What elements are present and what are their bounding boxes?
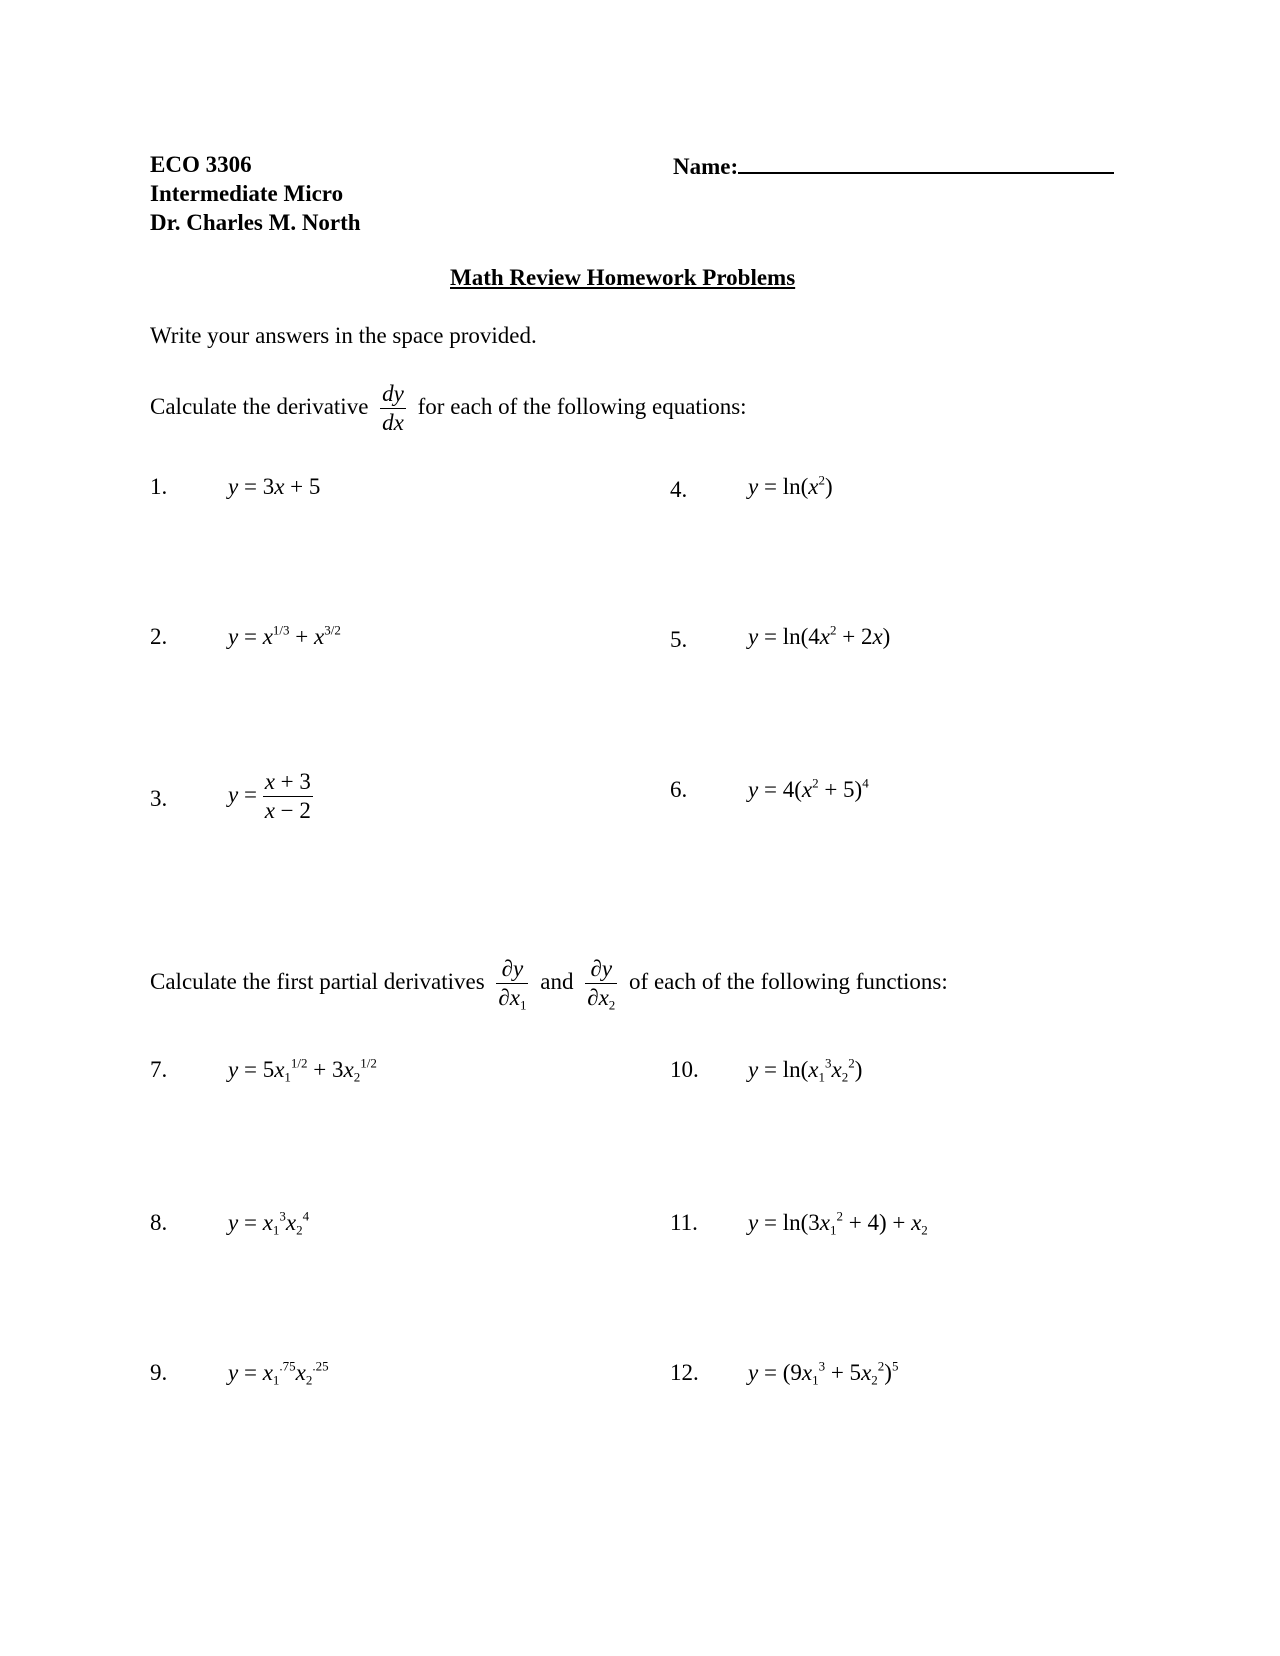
header-block [150, 150, 361, 237]
section1-prompt [150, 380, 747, 437]
partial-fraction-x1: $\frac{\partial y}{\partial x_1}$ [498, 956, 527, 1013]
problem-12-equation: $y = (9x_1^3 + 5x_2^2)^5$ [748, 1358, 899, 1388]
name-label: Name: [673, 154, 739, 179]
section1-prompt-before: Calculate the derivative [150, 393, 369, 419]
partial-numerator: ∂y [590, 956, 613, 981]
fraction-numerator: dy [382, 381, 404, 406]
problem-number: 2. [150, 624, 168, 649]
problem-number: 12. [670, 1360, 699, 1385]
problem-11-equation: $y = \ln(3x_1^2 + 4) + x_2$ [748, 1208, 928, 1238]
problem-number: 10. [670, 1057, 699, 1082]
problem-number: 5. [670, 627, 688, 652]
section2-prompt-after: of each of the following functions: [629, 968, 948, 994]
problem-number: 6. [670, 777, 688, 802]
problem-5-equation: $y = \ln(4x^2 + 2x)$ [748, 622, 891, 649]
problem-4-equation: $y = \ln(x^2)$ [748, 472, 833, 499]
instructor-name: Dr. Charles M. North [150, 210, 361, 235]
partial-numerator: ∂y [501, 956, 524, 981]
problem-8-equation: $y = x_1^3x_2^4$ [228, 1208, 310, 1238]
name-field[interactable] [673, 150, 1114, 181]
section2-prompt [150, 955, 948, 1012]
name-blank-line[interactable] [738, 150, 1114, 174]
partial-denominator: ∂x [498, 985, 520, 1010]
problem-number: 7. [150, 1057, 168, 1082]
page-title: Math Review Homework Problems [450, 265, 796, 290]
problem-number: 9. [150, 1360, 168, 1385]
problem-number: 4. [670, 477, 688, 502]
section1-prompt-after: for each of the following equations: [417, 393, 747, 419]
problem-9-equation: $y = x_1^{.75}x_2^{.25}$ [228, 1358, 329, 1388]
problem-1-equation: y = 3x + 5 [228, 474, 321, 499]
problem-number: 8. [150, 1210, 168, 1235]
problem-6-equation: $y = 4(x^2 + 5)^4$ [748, 775, 869, 802]
fraction-denominator: dx [382, 410, 404, 435]
problem-3-equation: y = $\frac{x + 3}{x - 2}$ [228, 769, 311, 823]
instructions: Write your answers in the space provided. [150, 323, 537, 348]
problem-number: 11. [670, 1210, 698, 1235]
partial-fraction-x2: $\frac{\partial y}{\partial x_2}$ [587, 956, 616, 1013]
problem-2-equation: $y = x^{1/3} + x^{3/2}$ [228, 622, 341, 649]
problem-7-equation: $y = 5x_1^{1/2} + 3x_2^{1/2}$ [228, 1055, 377, 1085]
course-code: ECO 3306 [150, 152, 252, 177]
partial-denominator: ∂x [587, 985, 609, 1010]
derivative-fraction [380, 380, 406, 437]
section2-and: and [540, 968, 574, 994]
problem-number: 1. [150, 474, 168, 499]
course-subject: Intermediate Micro [150, 181, 344, 206]
problem-number: 3. [150, 786, 168, 811]
section2-prompt-before: Calculate the first partial derivatives [150, 968, 485, 994]
problem-10-equation: $y = \ln(x_1^3x_2^2)$ [748, 1055, 863, 1085]
